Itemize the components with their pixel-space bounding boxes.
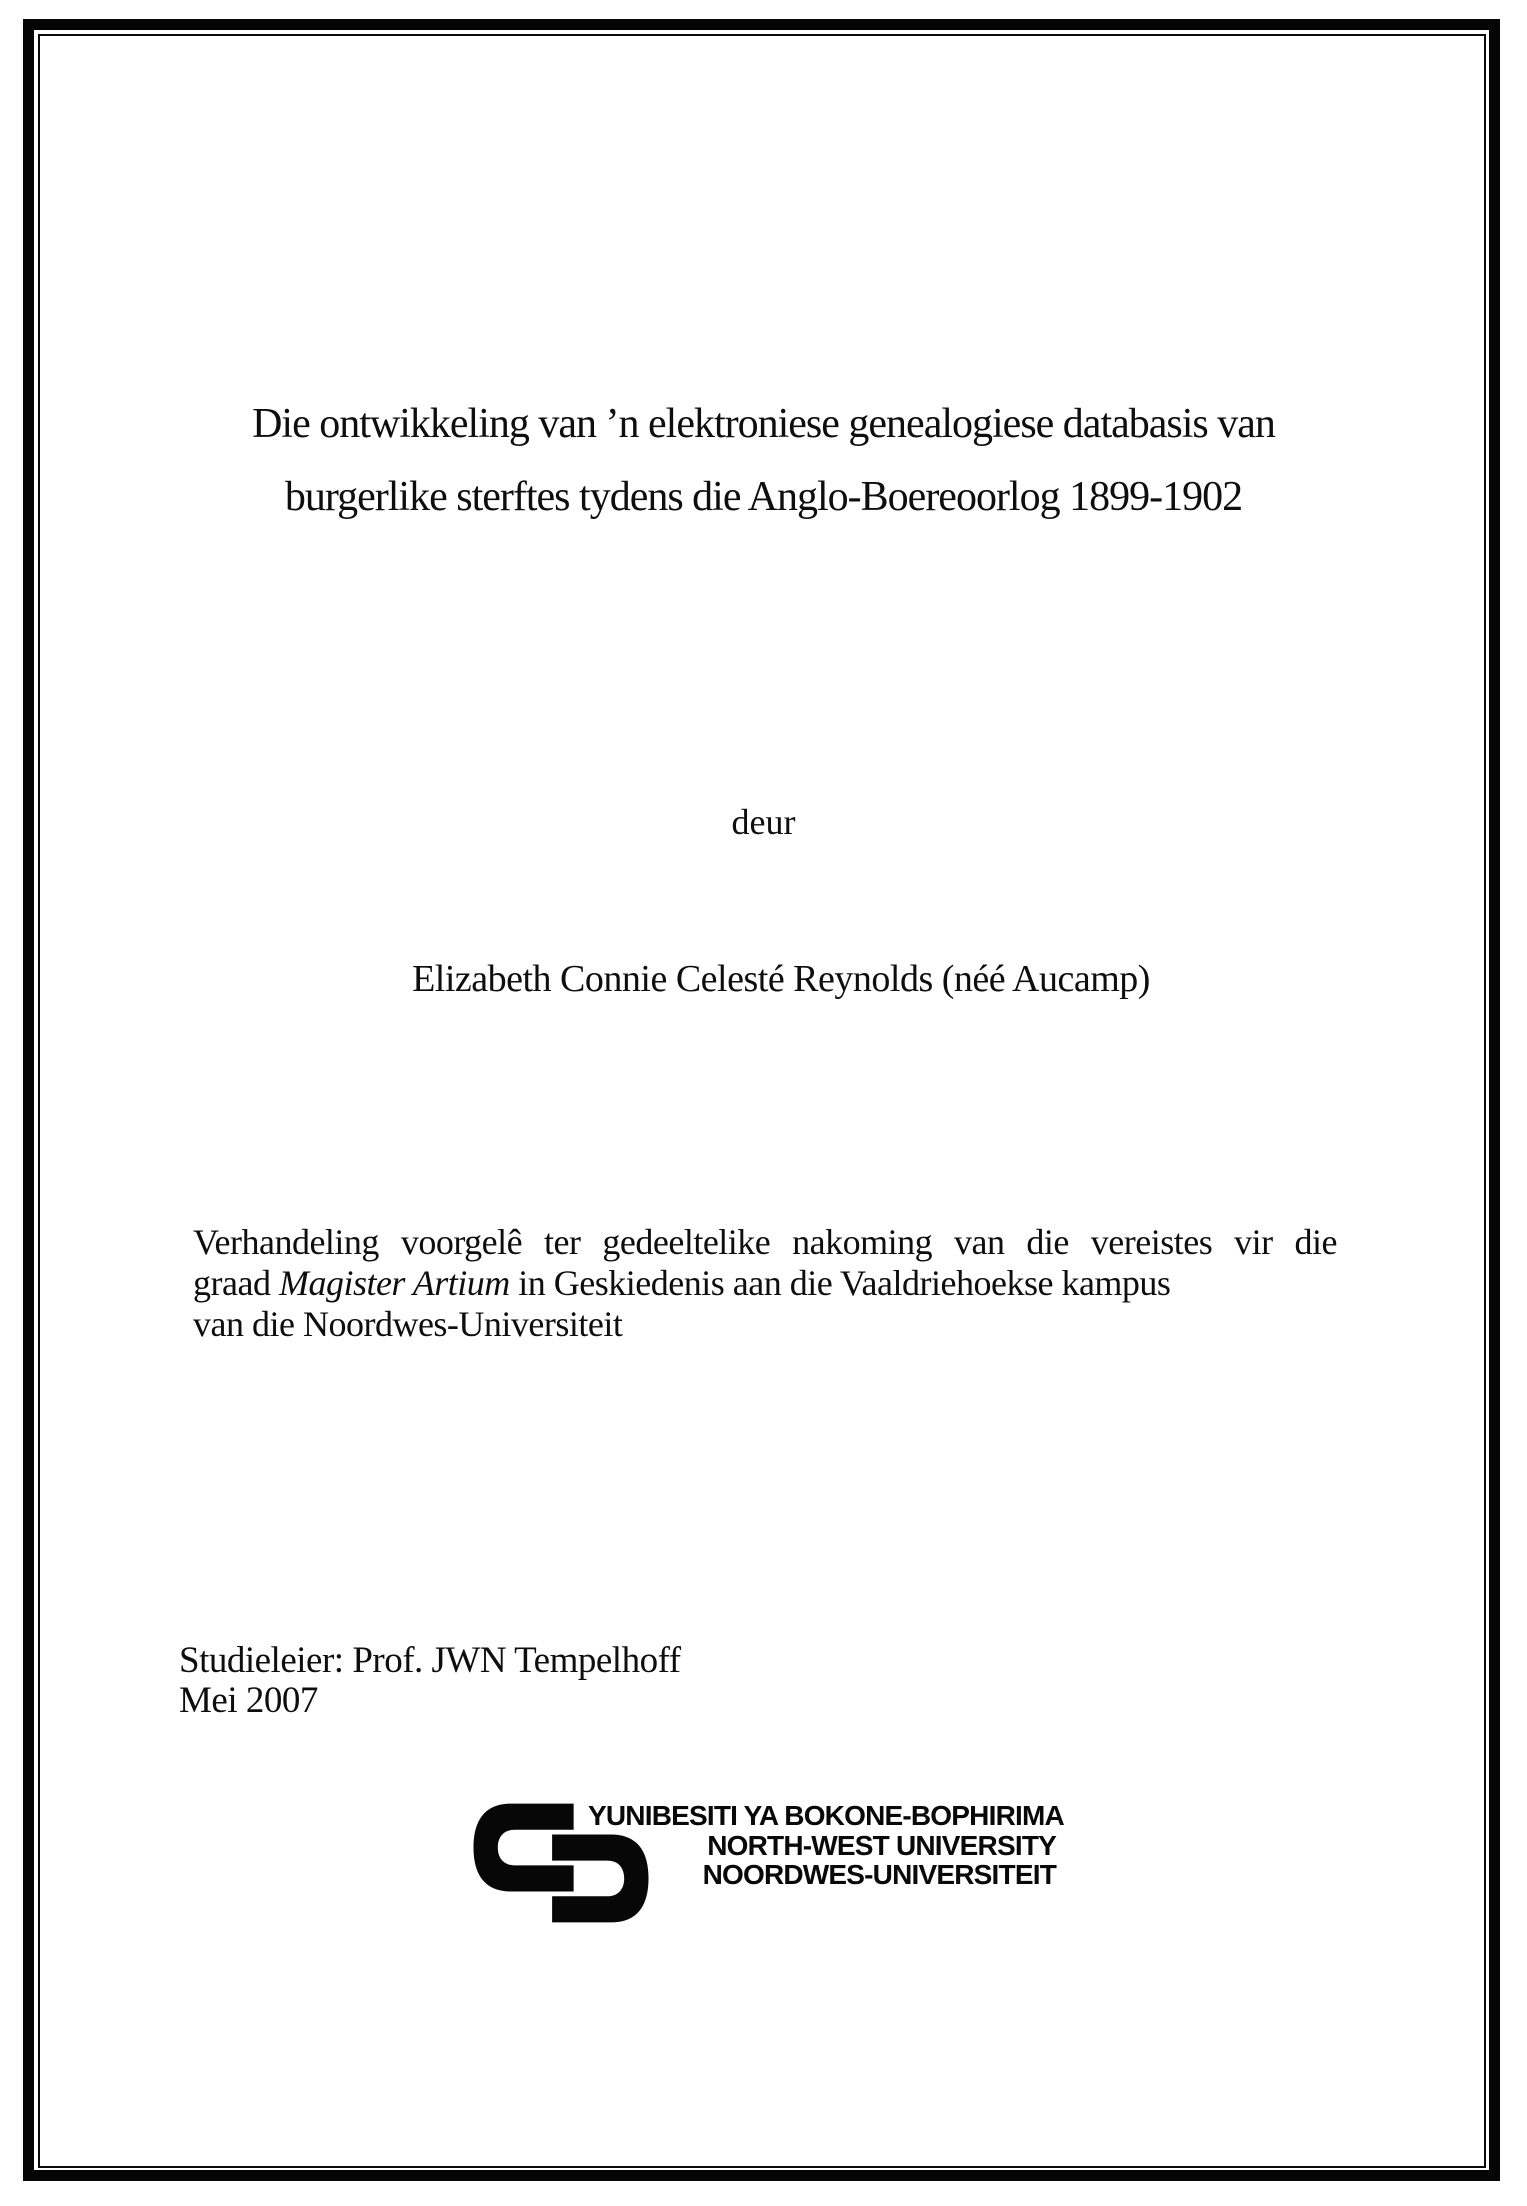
date-line: Mei 2007 [179, 1680, 318, 1721]
university-logo [466, 1794, 1066, 1934]
thesis-title-line2: burgerlike sterftes tydens die Anglo-Boereoorlog 1899-1902 [284, 474, 1243, 520]
thesis-title-line1: Die ontwikkeling van ’n elektroniese genealogiese databasis van [252, 401, 1275, 447]
university-name-english: NORTH-WEST UNIVERSITY [707, 1829, 1056, 1861]
university-name-afrikaans: NOORDWES-UNIVERSITEIT [702, 1859, 1056, 1890]
author-name: Elizabeth Connie Celesté Reynolds (néé Aucamp) [412, 958, 1150, 1000]
degree-statement-line2-degree-name: Magister Artium [278, 1263, 510, 1303]
byline-label: deur [731, 802, 796, 842]
supervisor-block [179, 1641, 681, 1721]
degree-statement-line1: Verhandeling voorgelê ter gedeeltelike nakoming van die vereistes vir die [193, 1222, 1337, 1262]
degree-statement-line2 [193, 1263, 1337, 1304]
degree-statement [193, 1222, 1337, 1345]
thesis-title [95, 388, 1432, 534]
degree-statement-line2-prefix: graad [193, 1263, 279, 1303]
degree-statement-line3: van die Noordwes-Universiteit [193, 1304, 623, 1344]
university-name-setswana: YUNIBESITI YA BOKONE-BOPHIRIMA [588, 1800, 1064, 1831]
degree-statement-line2-suffix: in Geskiedenis aan die Vaaldriehoekse kampus [509, 1263, 1171, 1303]
university-logo-text [588, 1800, 1064, 1890]
supervisor-line: Studieleier: Prof. JWN Tempelhoff [179, 1640, 681, 1681]
